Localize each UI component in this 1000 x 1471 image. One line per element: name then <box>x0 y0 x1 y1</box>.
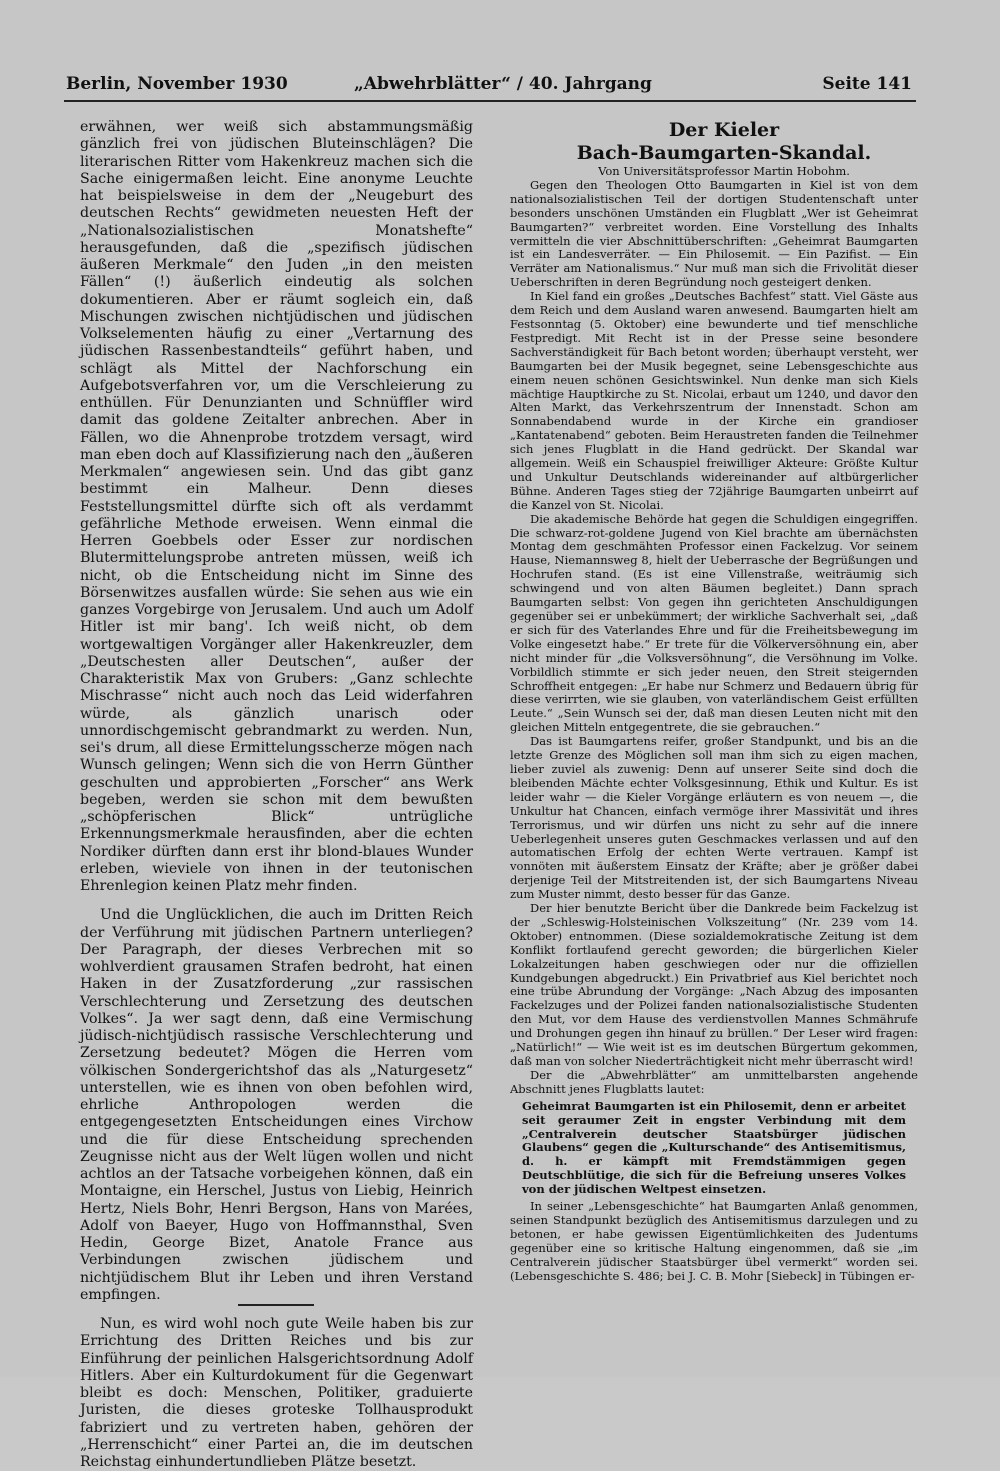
header-rule <box>64 100 916 102</box>
article-paragraph: In Kiel fand ein großes „Deutsches Bachfest“ statt. Viel Gäste aus dem Reich und dem Ausland waren anwesend. Baumgarten hielt am Festsonntag (5. Oktober) eine bewunderte und tief menschliche Festpredigt. Mit Recht ist in der Presse seine besondere Sachverständigkeit für Bach betont worden; überhaupt versteht, wer Baumgarten bei der Musik begegnet, seine Lebensgeschichte aus einem neuen schönen Gesichtswinkel. Nun denke man sich Kiels mächtige Hauptkirche zu St. Nicolai, erbaut um 1240, und davor den Alten Markt, das Verkehrszentrum der Innenstadt. Schon am Sonnabendabend wurde in der Kirche ein grandioser „Kantatenabend“ geboten. Beim Heraustreten fanden die Teilnehmer sich jenes Flugblatt in die Hand gedrückt. Der Skandal war allgemein. Weiß ein Schauspiel freiwilliger Akteure: Größte Kultur und Unkultur Deutschlands widereinander auf altbürgerlicher Bühne. Anderen Tages stieg der 72jährige Baumgarten unbeirrt auf die Kanzel von St. Nicolai. <box>510 289 918 512</box>
article-paragraph: Der die „Abwehrblätter“ am unmittelbarsten angehende Abschnitt jenes Flugblatts lautet: <box>510 1067 918 1096</box>
end-divider <box>238 1304 314 1306</box>
article-byline: Von Universitätsprofessor Martin Hobohm. <box>598 164 850 178</box>
left-paragraph: Nun, es wird wohl noch gute Weile haben bis zur Errichtung des Dritten Reiches und bis zur Einführung der peinlichen Halsgerichtsordnung Adolf Hitlers. Aber ein Kulturdokument für die Gegenwart bleibt es doch: Menschen, Politiker, graduierte Juristen, die dieses groteske Tollhausprodukt fabriziert und zu vertreten haben, gehören der „Herrenschicht“ einer Partei an, die im deutschen Reichstag einhundertundlieben Plätze besetzt. <box>80 1316 473 1470</box>
article-paragraph: In seiner „Lebensgeschichte“ hat Baumgarten Anlaß genommen, seinen Standpunkt bezüglich des Antisemitismus darzulegen und zu betonen, er habe gewissen Eigentümlichkeiten des Judentums gegenüber eine so kritische Haltung eingenommen, daß sie „im Centralverein jüdischer Staatsbürger übel vermerkt“ worden sei. (Lebensgeschichte S. 486; bei J. C. B. Mohr [Siebeck] in Tübingen er- <box>510 1199 918 1283</box>
page-header <box>66 74 912 98</box>
right-column <box>510 119 918 1319</box>
article-title-line2: Bach-Baumgarten-Skandal. <box>576 142 872 164</box>
flyer-quote: Geheimrat Baumgarten ist ein Philosemit, denn er arbeitet seit geraumer Zeit in engster Verbindung mit dem „Centralverein deutscher Staatsbürger jüdischen Glaubens“ gegen die „Kulturschande“ des Antisemitismus, d. h. er kämpft mit Fremdstämmigen gegen Deutschblütige, die sich für die Befreiung unseres Volkes von der jüdischen Weltpest einsetzen. <box>522 1098 906 1197</box>
left-column <box>80 119 473 1470</box>
header-publication: „Abwehrblätter“ / 40. Jahrgang <box>354 74 652 94</box>
article-paragraph: Der hier benutzte Bericht über die Dankrede beim Fackelzug ist der „Schleswig-Holsteinischen Volkszeitung“ (Nr. 239 vom 14. Oktober) entnommen. (Diese sozialdemokratische Zeitung ist dem Konflikt fortlaufend gerecht geworden; die bürgerlichen Kieler Lokalzeitungen haben geschwiegen oder nur die offiziellen Kundgebungen abgedruckt.) Ein Privatbrief aus Kiel berichtet noch eine trübe Abrundung der Vorgänge: „Nach Abzug des imposanten Fackelzuges und der Polizei fanden nationalsozialistische Studenten den Mut, vor dem Hause des verdienstvollen Mannes Schmährufe und Drohungen gegen ihn hinauf zu brüllen.“ Der Leser wird fragen: „Natürlich!“ — Wie weit ist es im deutschen Bürgertum gekommen, daß man von solcher Niederträchtigkeit nicht mehr überrascht wird! <box>510 901 918 1068</box>
article-paragraph: Die akademische Behörde hat gegen die Schuldigen eingegriffen. Die schwarz-rot-goldene Jugend von Kiel brachte am übernächsten Montag dem geschmähten Professor einen Fackelzug. Vor seinem Hause, Niemannsweg 8, hielt der Ueberrasche der Begrüßungen und Hochrufen stand. (Es ist eine Villenstraße, weiträumig sich schwingend und von alten Bäumen begleitet.) Dann sprach Baumgarten selbst: Von gegen ihn gerichteten Anschuldigungen gegenüber sei er unbekümmert; der wirkliche Sachverhalt sei, „daß er sich für des Vaterlandes Ehre und für die Freiheitsbewegung im Volke eingesetzt habe.“ Er trete für die Völkerversöhnung ein, aber nicht minder für „die Volksversöhnung“, die Versöhnung im Volke. Vorbildlich stimmte er sich jeder neuen, den Streit steigernden Schroffheit entgegen: „Er habe nur Schmerz und Bedauern übrig für diese verirrten, wie sie glauben, von vaterländischem Geist erfüllten Leute.“ „Sein Wunsch sei der, daß man diesen Leuten nicht mit den gleichen Mitteln entgegentrete, die sie gebrauchen.“ <box>510 511 918 735</box>
left-paragraph: Und die Unglücklichen, die auch im Dritten Reich der Verführung mit jüdischen Partnern unterliegen? Der Paragraph, der dieses Verbrechen mit so wohlverdient grausamen Strafen bedroht, hat einen Haken in der Zusatzforderung „zur rassischen Verschlechterung und Zersetzung des deutschen Volkes“. Ja wer sagt denn, daß eine Vermischung jüdisch-nichtjüdisch rassische Verschlechterung und Zersetzung bedeutet? Mögen die Herren vom völkischen Sondergerichtshof das als „Naturgesetz“ unterstellen, wie es ihnen von oben befohlen wird, ehrliche Anthropologen werden die entgegengesetzten Entscheidungen eines Virchow und die für diese Entscheidung sprechenden Zeugnisse nicht aus der Welt lügen wollen und nicht achtlos an der Tatsache vorbeigehen können, daß ein Montaigne, ein Herschel, Justus von Liebig, Heinrich Hertz, Niels Bohr, Henri Bergson, Hans von Marées, Adolf von Baeyer, Hugo von Hoffmannsthal, Sven Hedin, George Bizet, Anatole France aus Verbindungen zwischen jüdischem und nichtjüdischem Blut ihr Leben und ihren Verstand empfingen. <box>80 907 473 1303</box>
header-place-date: Berlin, November 1930 <box>66 74 288 94</box>
article-paragraph: Gegen den Theologen Otto Baumgarten in Kiel ist von dem nationalsozialistischen Teil der dortigen Studentenschaft unter besonders unschönen Umständen ein Flugblatt „Wer ist Geheimrat Baumgarten?“ verbreitet worden. Eine Vorstellung des Inhalts vermitteln die vier Abschnittüberschriften: „Geheimrat Baumgarten ist ein Landesverräter. — Ein Philosemit. — Ein Pazifist. — Ein Verräter am Nationalismus.“ Nur muß man sich die Frivolität dieser Ueberschriften in deren Begründung noch gesteigert denken. <box>510 177 918 290</box>
article-title-line1: Der Kieler <box>668 119 780 141</box>
left-paragraph: erwähnen, wer weiß sich abstammungsmäßig gänzlich frei von jüdischen Bluteinschlägen? Die literarischen Ritter vom Hakenkreuz machen sich die Sache einigermaßen leicht. Eine anonyme Leuchte hat beispielsweise in dem der „Neugeburt des deutschen Rechts“ gewidmeten neuesten Heft der „Nationalsozialistischen Monatshefte“ herausgefunden, daß die „spezifisch jüdischen äußeren Merkmale“ den Juden „in den meisten Fällen“ (!) äußerlich eindeutig als solchen dokumentieren. Aber er räumt sogleich ein, daß Mischungen zwischen nichtjüdischen und jüdischen Volkselementen häufig zu einer „Vertarnung des jüdischen Rassenbestandteils“ geführt haben, und schlägt als Mittel der Nachforschung ein Aufgebotsverfahren vor, um die Verschleierung zu enthüllen. Für Denunzianten und Schnüffler wird damit das goldene Zeitalter anbrechen. Aber in Fällen, wo die Ahnenprobe trotzdem versagt, wird man eben doch auf Klassifizierung nach den „äußeren Merkmalen“ angewiesen sein. Und das gibt ganz bestimmt ein Malheur. Denn dieses Feststellungsmittel dürfte sich oft als verdammt gefährliche Methode erweisen. Wenn einmal die Herren Goebbels oder Esser zur nordischen Blutermittelungsprobe antreten müssen, weiß ich nicht, ob die Entscheidung nicht im Sinne des Börsenwitzes ausfallen würde: Sie sehen aus wie ein ganzes Vorgebirge von Jerusalem. Und auch um Adolf Hitler ist mir bang'. Ich weiß nicht, ob dem wortgewaltigen Vorgänger aller Hakenkreuzler, dem „Deutschesten aller Deutschen“, außer der Charakteristik Max von Grubers: „Ganz schlechte Mischrasse“ nicht auch noch das Leid widerfahren würde, als gänzlich unarisch oder unnordischgemischt gebrandmarkt zu werden. Nun, sei's drum, all diese Ermittelungsscherze mögen nach Wunsch gelingen; Wenn sich die von Herrn Günther geschulten und approbierten „Forscher“ ans Werk begeben, werden sie schon mit dem bewußten „schöpferischen Blick“ untrügliche Erkennungsmerkmale herausfinden, aber die echten Nordiker dürften dann erst ihr blond-blaues Wunder erleben, wieviele von ihnen in der teutonischen Ehrenlegion keinen Platz mehr finden. <box>80 119 473 894</box>
article-paragraph: Das ist Baumgartens reifer, großer Standpunkt, und bis an die letzte Grenze des Möglichen soll man ihm sich zu eigen machen, lieber zuviel als zuwenig: Denn auf unserer Seite sind doch die bleibenden Mächte echter Volksgesinnung, Ethik und Kultur. Es ist leider wahr — die Kieler Vorgänge erläutern es von neuem —, die Unkultur hat Chancen, einfach vermöge ihrer Massivität und ihres Terrorismus, und wir dürfen uns nicht zu sehr auf die innere Ueberlegenheit unseres guten Geschmackes verlassen und auf den automatischen Erfolg der echten Werte vertrauen. Kampf ist vonnöten mit äußerstem Einsatz der Kräfte; aber je größer dabei derjenige Teil der Mitstreitenden ist, der sich Baumgartens Niveau zum Muster nimmt, desto besser für das Ganze. <box>510 734 918 902</box>
header-page-number: Seite 141 <box>822 74 912 94</box>
